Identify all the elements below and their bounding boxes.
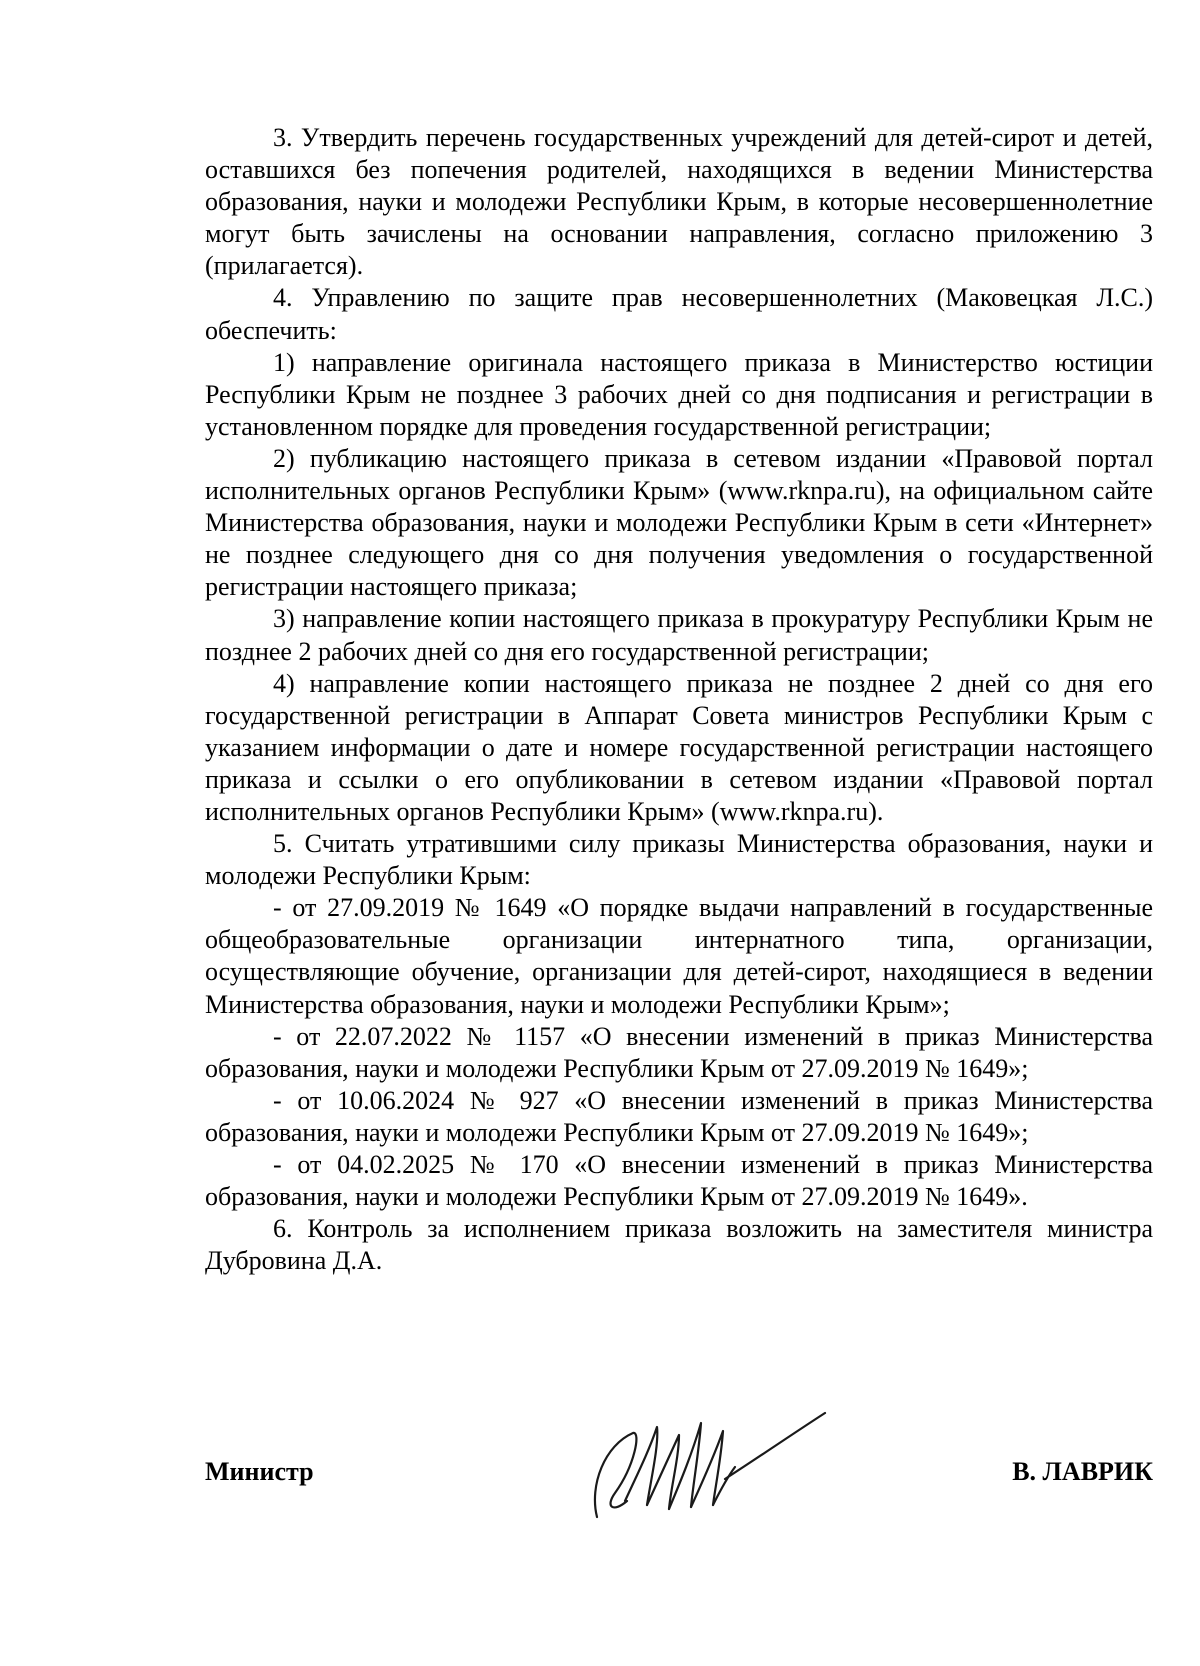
paragraph-subitem-4-1: 1) направление оригинала настоящего приказа в Министерство юстиции Республики Крым не позднее 3 рабочих дней со дня подписания и регистрации в установленном порядке для проведения государственной регистрации;: [205, 347, 1153, 441]
paragraph-repealed-order-2: - от 22.07.2022 № 1157 «О внесении изменений в приказ Министерства образования, науки и молодежи Республики Крым от 27.09.2019 № 1649»;: [205, 1021, 1153, 1083]
paragraph-subitem-4-2: 2) публикацию настоящего приказа в сетевом издании «Правовой портал исполнительных органов Республики Крым» (www.rknpa.ru), на официальном сайте Министерства образования, науки и молодежи Республики Крым в сети «Интернет» не позднее следующего дня со дня получения уведомления о государственной регистрации настоящего приказа;: [205, 443, 1153, 602]
paragraph-subitem-4-3: 3) направление копии настоящего приказа в прокуратуру Республики Крым не позднее 2 рабочих дней со дня его государственной регистрации;: [205, 604, 1153, 666]
handwritten-signature: [575, 1405, 835, 1525]
paragraph-subitem-4-4: 4) направление копии настоящего приказа не позднее 2 дней со дня его государственной регистрации в Аппарат Совета министров Республики Крым с указанием информации о дате и номере государственной регистрации настоящего приказа и ссылки о его опубликовании в сетевом издании «Правовой портал исполнительных органов Республики Крым» (www.rknpa.ru).: [205, 668, 1153, 826]
paragraph-item-5: 5. Считать утратившими силу приказы Министерства образования, науки и молодежи Республики Крым:: [205, 829, 1153, 891]
paragraph-repealed-order-1: - от 27.09.2019 № 1649 «О порядке выдачи направлений в государственные общеобразовательные организации интернатного типа, организации, осуществляющие обучение, организации для детей-сирот, находящиеся в ведении Министерства образования, науки и молодежи Республики Крым»;: [205, 893, 1153, 1019]
signatory-title: Министр: [205, 1457, 314, 1486]
paragraph-item-4: 4. Управлению по защите прав несовершеннолетних (Маковецкая Л.С.) обеспечить:: [205, 283, 1153, 345]
signatory-name: В. ЛАВРИК: [1012, 1457, 1153, 1486]
paragraph-repealed-order-4: - от 04.02.2025 № 170 «О внесении изменений в приказ Министерства образования, науки и молодежи Республики Крым от 27.09.2019 № 1649».: [205, 1150, 1153, 1212]
paragraph-item-6: 6. Контроль за исполнением приказа возложить на заместителя министра Дубровина Д.А.: [205, 1214, 1153, 1276]
paragraph-repealed-order-3: - от 10.06.2024 № 927 «О внесении изменений в приказ Министерства образования, науки и молодежи Республики Крым от 27.09.2019 № 1649»;: [205, 1085, 1153, 1147]
signature-block: [205, 1405, 1153, 1525]
paragraph-item-3: 3. Утвердить перечень государственных учреждений для детей-сирот и детей, оставшихся без попечения родителей, находящихся в ведении Министерства образования, науки и молодежи Республики Крым, в которые несовершеннолетние могут быть зачислены на основании направления, согласно приложению 3 (прилагается).: [205, 123, 1153, 281]
document-body: [205, 122, 1153, 1277]
